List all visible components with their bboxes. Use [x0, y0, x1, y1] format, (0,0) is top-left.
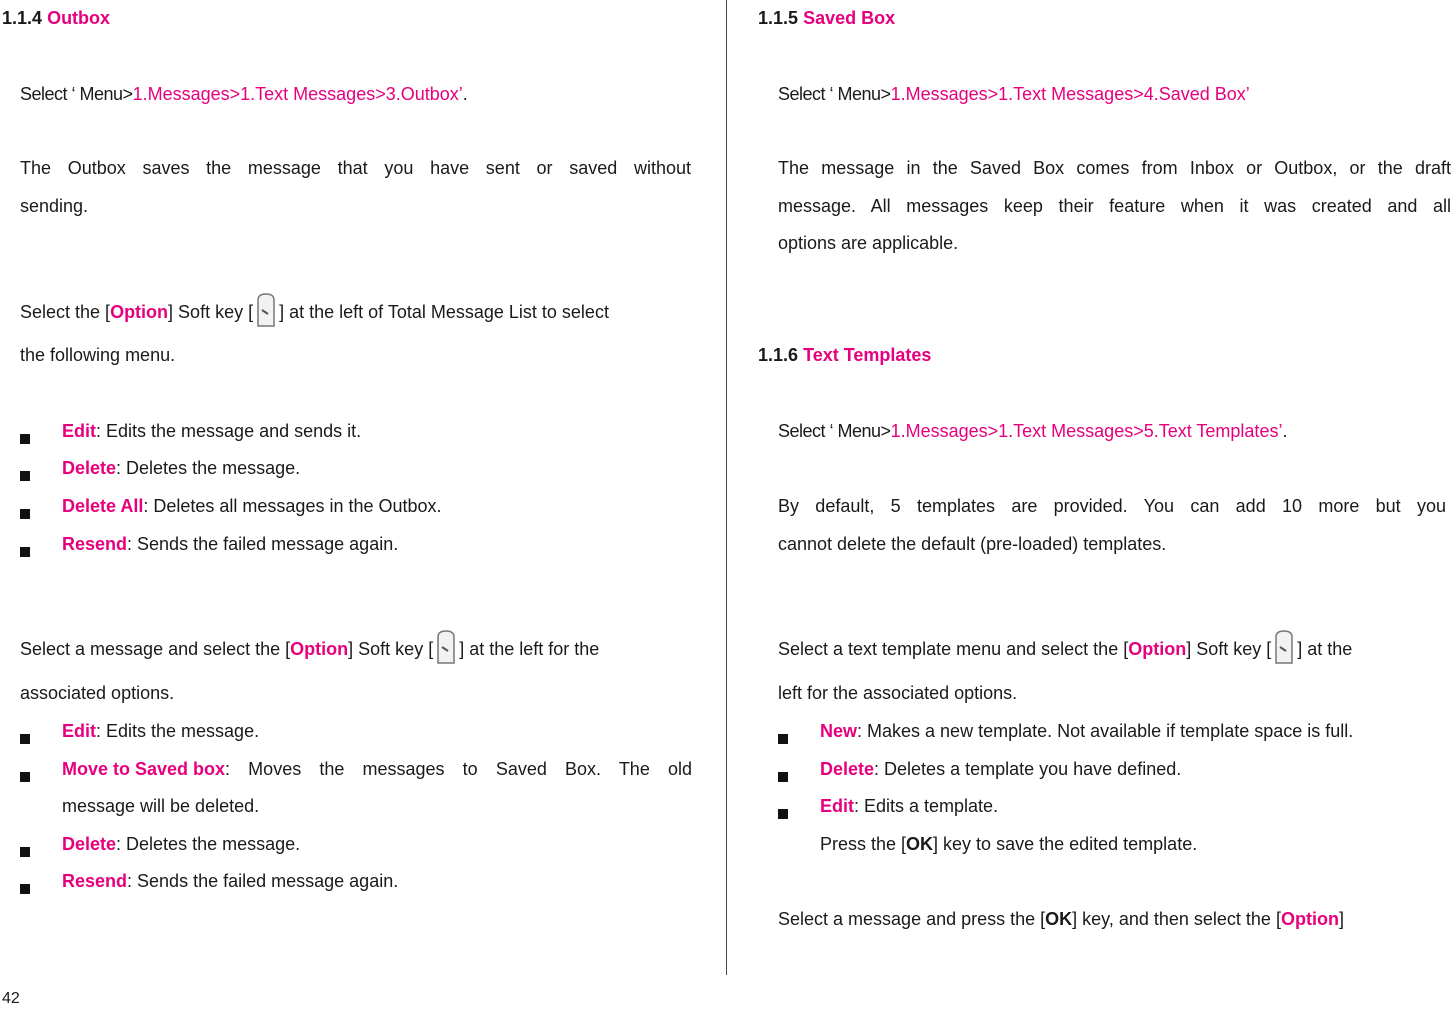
- text-fragment: Select a text template menu and select the [: [778, 639, 1129, 659]
- list-item-continuation: message will be deleted.: [62, 796, 260, 816]
- section-number: 1.1.4: [2, 8, 43, 28]
- item-label: Delete: [62, 458, 117, 478]
- item-text: : Deletes the message.: [116, 458, 301, 478]
- text-fragment: ] Soft key [: [1186, 639, 1272, 659]
- item-label: Delete: [62, 834, 117, 854]
- item-text: : Makes a new template. Not available if template space is full.: [857, 721, 1354, 741]
- bullet-icon: [20, 772, 30, 782]
- bullet-icon: [778, 772, 788, 782]
- item-label: Edit: [820, 796, 854, 816]
- outbox-description-line1: The Outbox saves the message that you have sent or saved without: [20, 158, 691, 178]
- ok-keyword: OK: [1045, 909, 1073, 929]
- text-fragment: ] at the: [1297, 639, 1353, 659]
- text-fragment: [778, 909, 1344, 930]
- item-text: : Edits a template.: [854, 796, 999, 816]
- text-fragment: ] at the left of Total Message List to select: [279, 302, 609, 322]
- section-title: Text Templates: [803, 345, 932, 365]
- ok-keyword: OK: [906, 834, 934, 854]
- list-item: [20, 759, 692, 780]
- menu-path-value: 1.Messages>1.Text Messages>5.Text Templates’: [890, 421, 1283, 441]
- option-keyword: Option: [110, 302, 169, 322]
- list-item: [20, 721, 259, 742]
- text-fragment: Select the [: [20, 302, 111, 322]
- item-label: Delete: [820, 759, 875, 779]
- section-title: Outbox: [47, 8, 111, 28]
- bullet-icon: [20, 509, 30, 519]
- saved-box-description-line1: The message in the Saved Box comes from Inbox or Outbox, or the draft: [778, 158, 1451, 178]
- message-instruction-line2: associated options.: [20, 683, 175, 703]
- menu-path-end: .: [462, 84, 468, 104]
- item-label: Edit: [62, 721, 96, 741]
- item-text: : Sends the failed message again.: [127, 534, 399, 554]
- section-heading-text-templates: [758, 345, 931, 366]
- outbox-description-line2: sending.: [20, 196, 89, 216]
- menu-path-saved-box: [778, 84, 1250, 105]
- soft-key-icon: [434, 629, 458, 665]
- bullet-icon: [20, 884, 30, 894]
- menu-path-text-templates: [778, 421, 1287, 442]
- page-number: 42: [2, 990, 20, 1007]
- soft-key-icon: [1272, 629, 1296, 665]
- text-fragment: [20, 629, 599, 667]
- menu-path-value: 1.Messages>1.Text Messages>4.Saved Box’: [890, 84, 1250, 104]
- item-label: Edit: [62, 421, 96, 441]
- item-text: : Edits the message and sends it.: [96, 421, 362, 441]
- item-label: Delete All: [62, 496, 144, 516]
- message-instruction-line1: [20, 629, 692, 667]
- bullet-icon: [20, 547, 30, 557]
- text-fragment: ] key to save the edited template.: [933, 834, 1198, 854]
- item-text: : Moves the messages to Saved Box. The old: [225, 759, 692, 779]
- text-fragment: ]: [1338, 909, 1344, 929]
- section-heading-outbox: [2, 8, 110, 29]
- item-text: : Deletes the message.: [116, 834, 301, 854]
- saved-box-description-line3: options are applicable.: [778, 233, 959, 253]
- menu-path-value: 1.Messages>1.Text Messages>3.Outbox’: [132, 84, 463, 104]
- bullet-icon: [20, 847, 30, 857]
- option-keyword: Option: [1128, 639, 1187, 659]
- option-instruction-line2: the following menu.: [20, 345, 176, 365]
- section-heading-saved-box: [758, 8, 895, 29]
- bullet-icon: [20, 734, 30, 744]
- item-label: New: [820, 721, 858, 741]
- section-number: 1.1.5: [758, 8, 799, 28]
- item-text: : Edits the message.: [96, 721, 260, 741]
- soft-key-icon: [254, 292, 278, 328]
- bullet-icon: [778, 809, 788, 819]
- item-label: Resend: [62, 871, 128, 891]
- menu-path-prefix: Select ‘ Menu>: [778, 421, 891, 441]
- final-instruction-line: [778, 909, 1451, 930]
- template-instruction-line2: left for the associated options.: [778, 683, 1018, 703]
- press-ok-instruction: [820, 834, 1197, 855]
- saved-box-description-line2: message. All messages keep their feature when it was created and all: [778, 196, 1451, 216]
- list-item: [778, 721, 1353, 742]
- text-fragment: ] Soft key [: [168, 302, 254, 322]
- list-item: [20, 834, 300, 855]
- bullet-icon: [778, 734, 788, 744]
- text-fragment: ] key, and then select the [: [1072, 909, 1281, 929]
- text-fragment: Select a message and press the [: [778, 909, 1046, 929]
- text-fragment: [778, 629, 1352, 667]
- menu-path-prefix: Select ‘ Menu>: [20, 84, 133, 104]
- list-item: [20, 458, 300, 479]
- list-item: [20, 534, 398, 555]
- section-title: Saved Box: [803, 8, 896, 28]
- list-item: [778, 759, 1181, 780]
- option-keyword: Option: [1280, 909, 1339, 929]
- list-item: [778, 796, 998, 817]
- menu-path-outbox: [20, 84, 468, 105]
- text-fragment: ] at the left for the: [459, 639, 600, 659]
- text-fragment: ] Soft key [: [348, 639, 434, 659]
- item-text: : Deletes all messages in the Outbox.: [143, 496, 442, 516]
- option-keyword: Option: [290, 639, 349, 659]
- section-number: 1.1.6: [758, 345, 799, 365]
- template-instruction-line1: [778, 629, 1451, 667]
- menu-path-end: .: [1282, 421, 1288, 441]
- menu-path-prefix: Select ‘ Menu>: [778, 84, 891, 104]
- bullet-icon: [20, 434, 30, 444]
- text-fragment: Select a message and select the [: [20, 639, 291, 659]
- bullet-icon: [20, 471, 30, 481]
- list-item: [20, 871, 398, 892]
- list-item: [20, 496, 442, 517]
- list-item: [20, 421, 361, 442]
- item-label: Resend: [62, 534, 128, 554]
- item-text: : Deletes a template you have defined.: [874, 759, 1182, 779]
- templates-default-line2: cannot delete the default (pre-loaded) templates.: [778, 534, 1167, 554]
- text-fragment: Press the [: [820, 834, 907, 854]
- item-label: Move to Saved box: [62, 759, 226, 779]
- column-divider: [726, 0, 727, 975]
- option-instruction-line1: [20, 292, 609, 330]
- item-text: : Sends the failed message again.: [127, 871, 399, 891]
- templates-default-line1: By default, 5 templates are provided. You can add 10 more but you: [778, 496, 1446, 516]
